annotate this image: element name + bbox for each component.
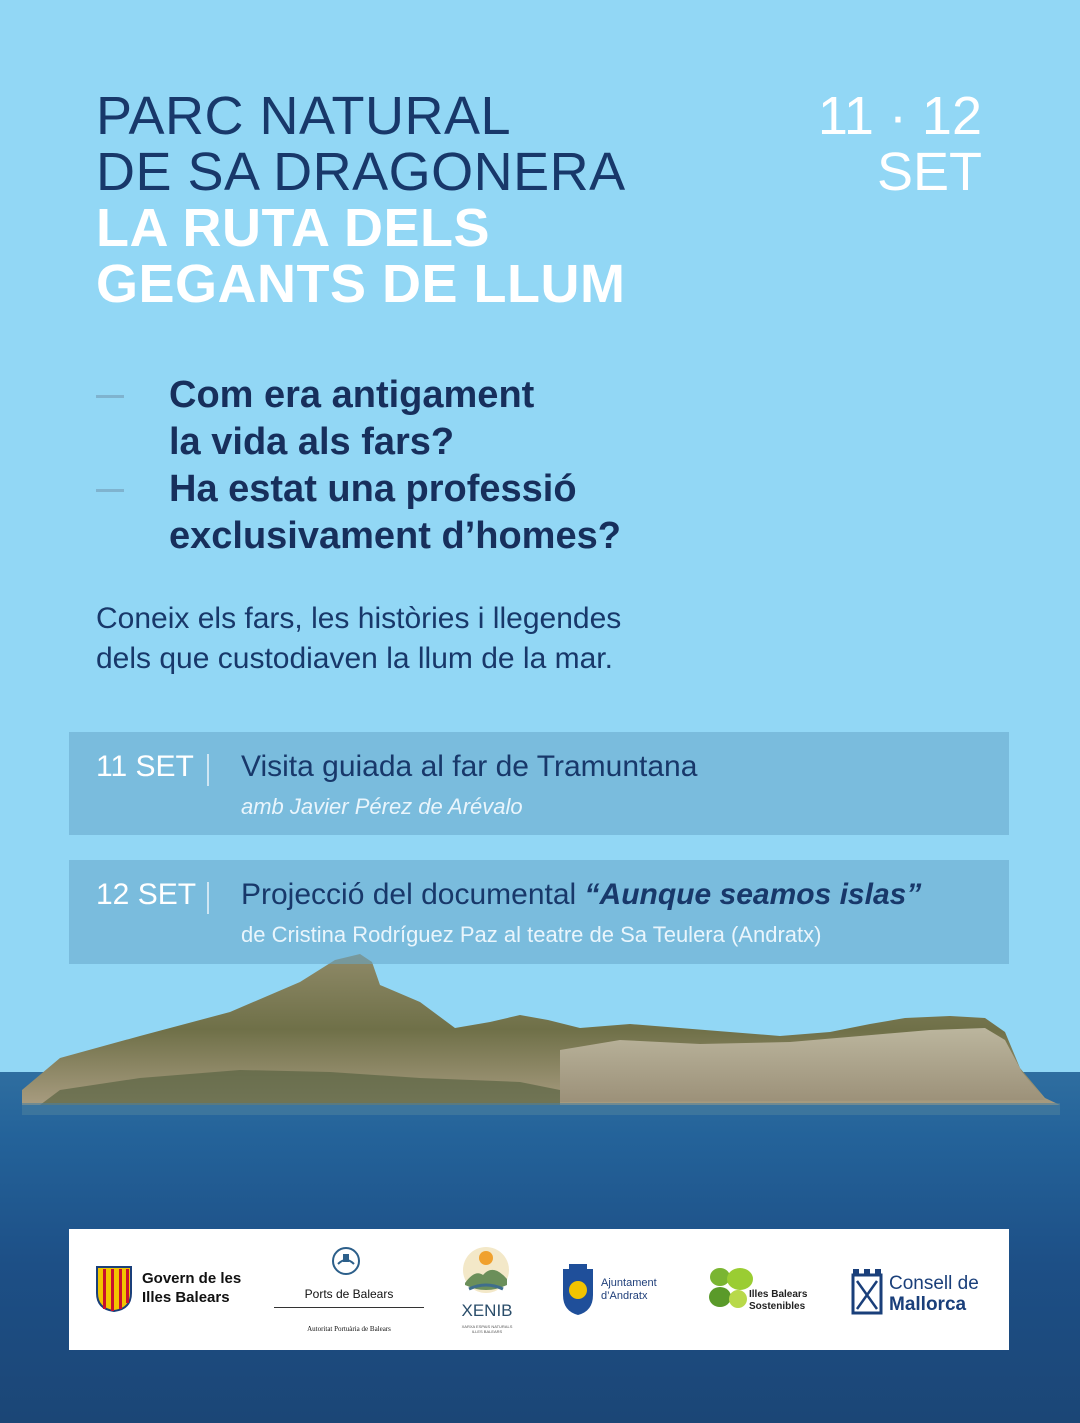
govern-line-1: Govern de les: [142, 1270, 242, 1287]
event-date: 11 SET: [96, 750, 194, 783]
question-2-line-2: exclusivament d’homes?: [169, 515, 621, 557]
separator: [207, 754, 209, 786]
andratx-line-2: d’Andratx: [601, 1290, 648, 1302]
ports-emblem-icon: [331, 1246, 361, 1276]
question-item: [96, 466, 621, 560]
sponsor-logos: [69, 1229, 1009, 1350]
event-row: [69, 860, 1009, 964]
consell-line-1: Consell de: [889, 1273, 979, 1294]
question-2-line-1: Ha estat una professió: [169, 468, 577, 510]
govern-shield-icon: [95, 1265, 133, 1313]
event-title: [241, 750, 697, 784]
park-name-line-2: DE SA DRAGONERA: [96, 142, 626, 202]
ports-divider: [274, 1307, 424, 1308]
logo-consell: [849, 1229, 999, 1350]
logo-govern: [95, 1229, 255, 1350]
event-dates: [818, 88, 982, 200]
ports-authority: Autoritat Portuària de Balears: [307, 1325, 391, 1333]
island-photo: [0, 940, 1080, 1140]
question-1-line-1: Com era antigament: [169, 374, 535, 416]
logo-ports: [274, 1229, 424, 1350]
event-title-text: Projecció del documental: [241, 878, 585, 911]
event-subtitle: amb Javier Pérez de Arévalo: [241, 794, 523, 819]
dates-month: SET: [876, 142, 982, 202]
dash-icon: [96, 395, 124, 398]
title-block: [96, 88, 626, 312]
xenib-caption-line-1: XARXA ESPAIS NATURALS: [461, 1324, 513, 1329]
sostenibles-line-1: Illes Balears: [749, 1289, 808, 1300]
andratx-shield-icon: [559, 1263, 597, 1317]
event-row: [69, 732, 1009, 835]
intro-text: [96, 599, 621, 679]
route-name-line-1: LA RUTA DELS: [96, 198, 490, 258]
dash-icon: [96, 489, 124, 492]
event-subtitle: de Cristina Rodríguez Paz al teatre de Sa Teulera (Andratx): [241, 922, 822, 947]
event-title-text: Visita guiada al far de Tramuntana: [241, 750, 698, 783]
consell-castle-icon: [849, 1265, 885, 1315]
ports-name: Ports de Balears: [304, 1287, 394, 1301]
sostenibles-line-2: Sostenibles: [749, 1301, 806, 1312]
separator: [207, 882, 209, 914]
route-name-line-2: GEGANTS DE LLUM: [96, 254, 626, 314]
logo-xenib: [449, 1229, 529, 1350]
andratx-line-1: Ajuntament: [601, 1277, 657, 1289]
question-1-line-2: la vida als fars?: [169, 421, 455, 463]
park-name-line-1: PARC NATURAL: [96, 86, 512, 146]
xenib-name: XENIB: [461, 1301, 513, 1320]
intro-line-2: dels que custodiaven la llum de la mar.: [96, 642, 613, 675]
dates-days: 11 · 12: [817, 86, 982, 146]
event-date: 12 SET: [96, 878, 197, 911]
event-title-emphasis: “Aunque seamos islas”: [584, 878, 922, 911]
logo-illes-sostenibles: [706, 1229, 821, 1350]
xenib-emblem-icon: [461, 1245, 511, 1295]
consell-line-2: Mallorca: [889, 1294, 967, 1315]
govern-line-2: Illes Balears: [142, 1289, 230, 1306]
event-title: [241, 878, 921, 912]
question-item: [96, 372, 621, 466]
logo-andratx: [559, 1229, 679, 1350]
questions: [96, 372, 621, 560]
xenib-caption-line-2: ILLES BALEARS: [471, 1329, 503, 1334]
intro-line-1: Coneix els fars, les històries i llegendes: [96, 602, 622, 635]
